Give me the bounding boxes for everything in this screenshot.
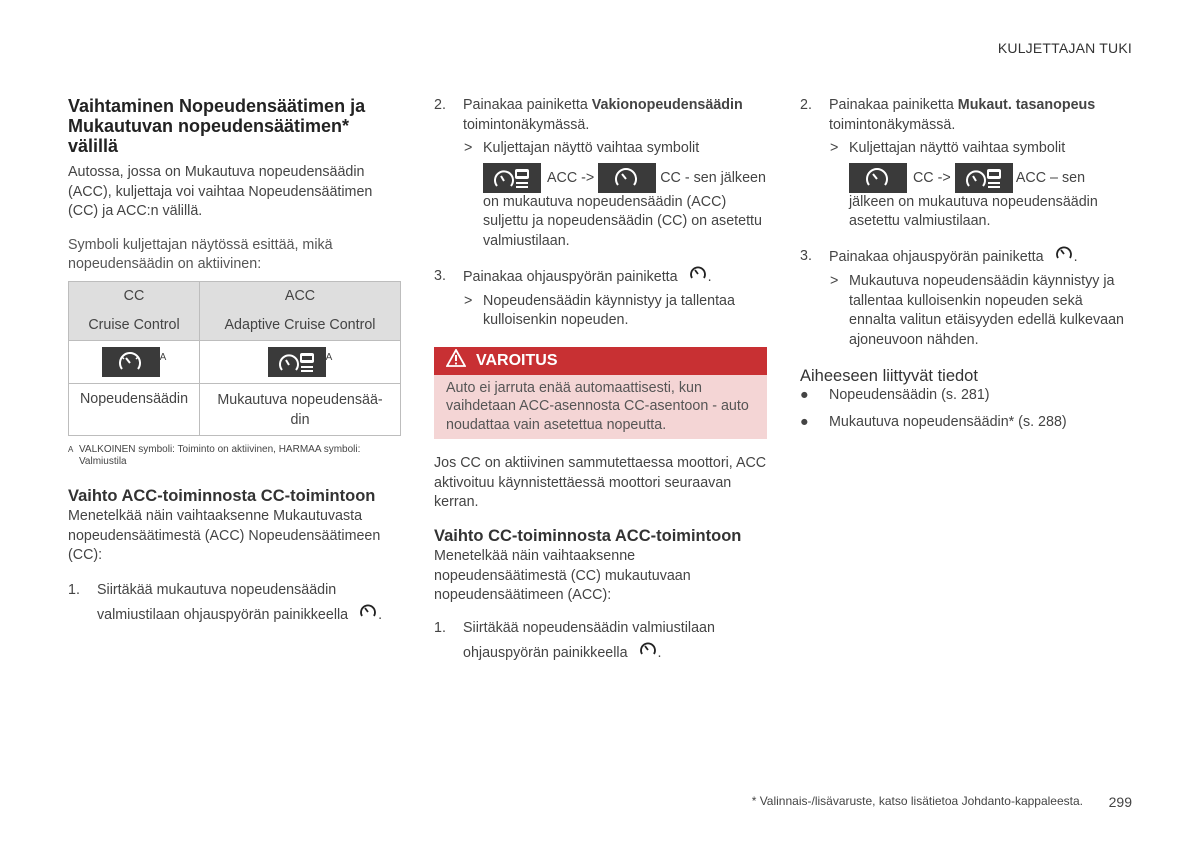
step-1 xyxy=(68,578,401,628)
step-3-result xyxy=(800,272,1133,350)
symbol-table xyxy=(68,281,401,436)
acc-symbol-cell xyxy=(200,340,401,383)
intro-paragraph: Autossa, jossa on Mukautuva nopeudensäädin (ACC), kuljettaja voi vaihtaa Nopeudensäätimen (CC) ja ACC:n välillä. xyxy=(68,164,373,220)
subheading-cc-to-acc: Vaihto CC-toiminnosta ACC-toimintoon xyxy=(434,527,742,546)
speedometer-icon xyxy=(102,347,160,377)
step-2-result xyxy=(434,139,767,251)
step-1 xyxy=(434,616,767,666)
speedometer-car-icon xyxy=(483,163,541,193)
step-end: . xyxy=(707,268,712,285)
result-text: Nopeudensäädin käynnistyy ja tallentaa kulloisenkin nopeuden. xyxy=(483,292,735,329)
step-end: . xyxy=(657,644,662,661)
table-note-text: VALKOINEN symboli: Toiminto on aktiivinen, HARMAA symboli: Valmiustila xyxy=(79,443,361,467)
step-2 xyxy=(434,96,767,135)
page-number: 299 xyxy=(1108,794,1132,810)
list-item[interactable] xyxy=(800,413,1133,433)
bullet: ● xyxy=(800,387,809,404)
list-item[interactable] xyxy=(800,386,1133,406)
cc-abbr: CC xyxy=(123,287,145,304)
step-text: Siirtäkää nopeudensäädin valmiustilaan ohjauspyörän painikkeella xyxy=(463,619,715,661)
related-link[interactable]: Nopeudensäädin (s. 281) xyxy=(829,387,990,404)
cc-label-cell: Nopeudensäädin xyxy=(69,383,200,435)
step-text: Siirtäkää mukautuva nopeudensäädin valmiustilaan ohjauspyörän painikkeella xyxy=(97,581,349,623)
table-header-acc xyxy=(200,281,401,340)
symbol-paragraph: Symboli kuljettajan näytössä esittää, mikä nopeudensäädin on aktiivinen: xyxy=(68,236,333,273)
result-text: Kuljettajan näyttö vaihtaa symbolit xyxy=(849,140,1066,157)
result-text: Kuljettajan näyttö vaihtaa symbolit xyxy=(483,140,700,157)
table-header-cc xyxy=(69,281,200,340)
step-3-result xyxy=(434,292,767,331)
result-continuation: ACC – sen jälkeen on mukautuva nopeudensäädin asetettu valmiustilaan. xyxy=(849,169,1098,230)
section-title: KULJETTAJAN TUKI xyxy=(997,40,1132,56)
table-note-mark: A xyxy=(68,444,74,454)
warning-box xyxy=(434,347,767,440)
symbol-change xyxy=(849,163,1133,232)
footnote-mark: A xyxy=(325,351,333,363)
warning-text: Auto ei jarruta enää automaattisesti, kun vaihdetaan ACC-asennosta CC-asentoon - auto noudattaa vain asetettua nopeutta. xyxy=(434,375,767,440)
subsection-intro: Menetelkää näin vaihtaaksenne Mukautuvasta nopeudensäätimestä (ACC) Nopeudensäätimeen (CC): xyxy=(68,507,381,564)
symbol-change xyxy=(483,163,767,252)
result-text: Mukautuva nopeudensäädin käynnistyy ja tallentaa kulloisenkin nopeuden sekä ennalta valitun etäisyyden edellä kulkevaan ajoneuvoon nähden. xyxy=(849,272,1125,348)
step-number: 3. xyxy=(800,247,812,264)
symbol-arrow: CC -> xyxy=(912,169,951,186)
warning-title: VAROITUS xyxy=(476,351,558,369)
related-link[interactable]: Mukautuva nopeudensäädin* (s. 288) xyxy=(829,413,1067,430)
footnote: * Valinnais-/lisävaruste, katso lisätietoa Johdanto-kappaleesta. xyxy=(751,794,1083,808)
cc-name: Cruise Control xyxy=(88,316,180,333)
step-end: . xyxy=(1073,248,1078,265)
column-right xyxy=(800,96,1133,433)
acc-abbr: ACC xyxy=(284,287,316,304)
result-continuation: CC - sen jälkeen on mukautuva nopeudensäädin (ACC) suljettu ja nopeudensäädin (CC) on asetettu valmiustilaan. xyxy=(483,169,766,249)
cc-symbol-cell xyxy=(69,340,200,383)
table-note xyxy=(68,444,401,468)
speedometer-button-icon xyxy=(688,264,708,290)
button-name: Mukaut. tasanopeus xyxy=(957,97,1096,113)
warning-triangle-icon xyxy=(446,349,466,372)
speedometer-icon xyxy=(598,163,656,193)
page-heading: Vaihtaminen Nopeudensäätimen ja Mukautuvan nopeudensäätimen* välillä xyxy=(68,96,366,156)
step-3 xyxy=(800,244,1133,270)
step-text-end: toimintonäkymässä. xyxy=(829,116,956,133)
result-marker: > xyxy=(830,140,839,157)
symbol-arrow: ACC -> xyxy=(546,169,595,186)
step-3 xyxy=(434,264,767,290)
step-text: Painakaa ohjauspyörän painiketta xyxy=(463,268,678,285)
warning-header xyxy=(434,347,767,375)
column-left xyxy=(68,96,401,628)
related-heading: Aiheeseen liittyvät tiedot xyxy=(800,367,978,386)
subheading-acc-to-cc: Vaihto ACC-toiminnosta CC-toimintoon xyxy=(68,486,376,505)
speedometer-button-icon xyxy=(1054,244,1074,270)
button-name: Vakionopeudensäädin xyxy=(591,97,743,113)
result-marker: > xyxy=(464,140,473,157)
speedometer-button-icon xyxy=(638,640,658,666)
step-text: Painakaa painiketta xyxy=(463,97,588,113)
speedometer-icon xyxy=(849,163,907,193)
result-marker: > xyxy=(830,272,839,289)
step-number: 2. xyxy=(434,97,446,113)
step-number: 1. xyxy=(434,619,446,636)
step-2-result xyxy=(800,139,1133,232)
step-text: Painakaa ohjauspyörän painiketta xyxy=(829,248,1044,265)
result-marker: > xyxy=(464,292,473,309)
related-list xyxy=(800,386,1133,432)
speedometer-car-icon xyxy=(955,163,1013,193)
step-number: 1. xyxy=(68,581,80,598)
subsection-intro: Menetelkää näin vaihtaaksenne nopeudensäätimestä (CC) mukautuvaan nopeudensäätimeen (ACC): xyxy=(434,548,691,604)
footnote-mark: A xyxy=(159,351,167,363)
step-number: 2. xyxy=(800,97,812,113)
step-text: Painakaa painiketta xyxy=(829,97,954,113)
step-2 xyxy=(800,96,1133,135)
step-text-end: toimintonäkymässä. xyxy=(463,116,590,133)
acc-label-cell: Mukautuva nopeudensää- din xyxy=(200,383,401,435)
acc-name: Adaptive Cruise Control xyxy=(224,316,376,333)
bullet: ● xyxy=(800,413,809,430)
speedometer-button-icon xyxy=(358,602,378,628)
speedometer-car-icon xyxy=(268,347,326,377)
engine-note: Jos CC on aktiivinen sammutettaessa moottori, ACC aktivoituu käynnistettäessä moottori seuraavan kerran. xyxy=(434,455,767,511)
step-end: . xyxy=(378,606,383,623)
column-middle xyxy=(434,96,767,666)
step-number: 3. xyxy=(434,267,446,284)
